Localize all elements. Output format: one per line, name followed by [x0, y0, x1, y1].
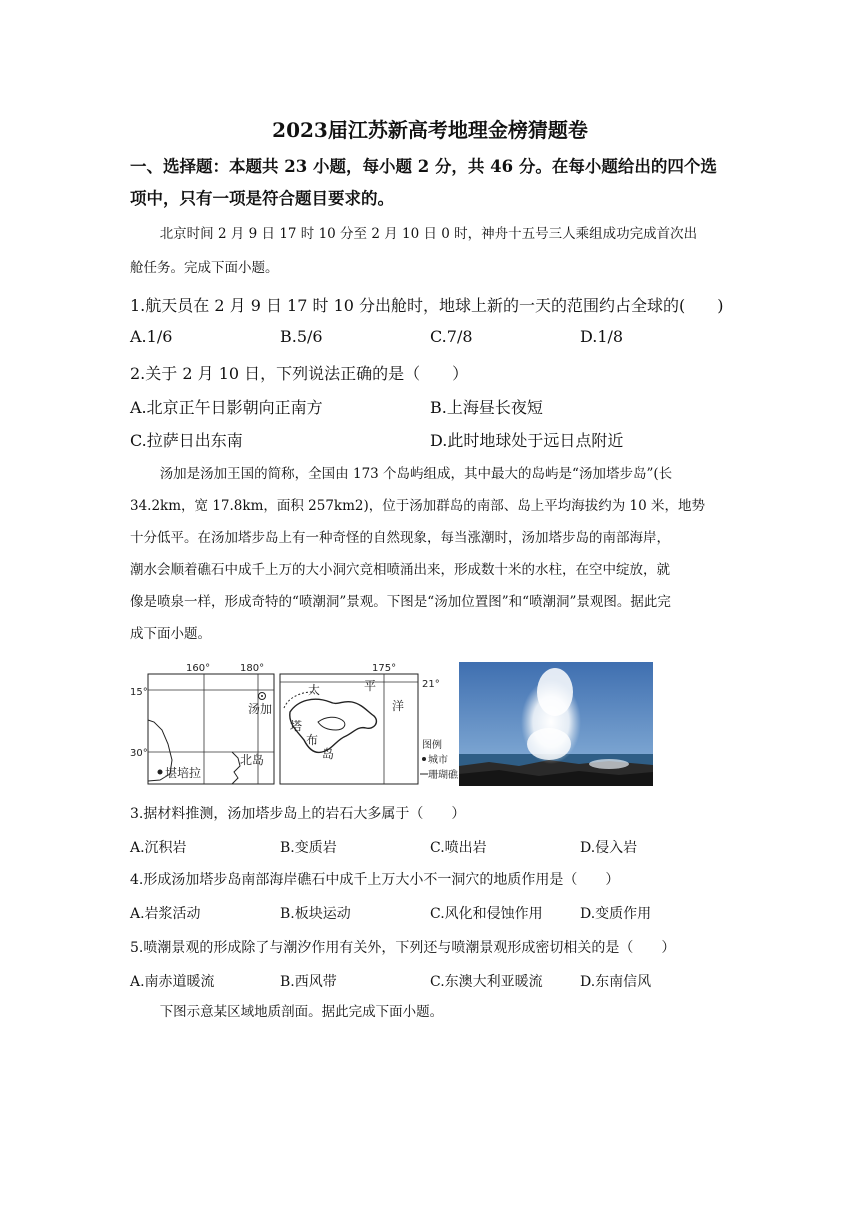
map1-lon-160: 160° — [186, 663, 211, 674]
question-2-stem: 2.关于 2 月 10 日，下列说法正确的是（ ） — [130, 364, 469, 383]
map2-ocean-char-2: 平 — [364, 679, 377, 693]
map2-island-char-2: 布 — [306, 733, 319, 747]
material2-line2: 34.2km，宽 17.8km，面积 257km2)，位于汤加群岛的南部、岛上平均海拔约为 10 米，地势 — [130, 498, 706, 514]
material1-line1: 北京时间 2 月 9 日 17 时 10 分至 2 月 10 日 0 时，神舟十五号三人乘组成功完成首次出 — [159, 226, 698, 242]
question-1-stem: 1.航天员在 2 月 9 日 17 时 10 分出舱时，地球上新的一天的范围约占全球的( ) — [130, 296, 724, 315]
question-5-option-b: B.西风带 — [280, 974, 337, 990]
canberra-city-dot — [158, 770, 163, 775]
question-4-option-b: B.板块运动 — [280, 906, 351, 922]
page-title: 2023届江苏新高考地理金榜猜题卷 — [272, 118, 588, 142]
blowhole-photo — [459, 662, 653, 786]
question-1-option-d: D.1/8 — [580, 327, 624, 346]
legend-reef-label: 珊瑚礁 — [428, 770, 458, 781]
question-1-option-a: A.1/6 — [130, 327, 173, 346]
question-5-option-a: A.南赤道暖流 — [130, 974, 215, 990]
question-1-option-c: C.7/8 — [430, 327, 473, 346]
material2-line6: 成下面小题。 — [130, 626, 211, 642]
question-2-option-c: C.拉萨日出东南 — [130, 431, 243, 450]
question-1-option-b: B.5/6 — [280, 327, 323, 346]
question-3-option-a: A.沉积岩 — [130, 840, 187, 856]
question-2-option-d: D.此时地球处于远日点附近 — [430, 431, 624, 450]
section-heading-line2: 项中，只有一项是符合题目要求的。 — [130, 189, 394, 208]
tongatapu-island-map — [278, 660, 458, 788]
legend-city-label: 城市 — [428, 755, 448, 766]
material2-line5: 像是喷泉一样，形成奇特的“喷潮洞”景观。下图是“汤加位置图”和“喷潮洞”景观图。据此完 — [130, 594, 671, 610]
material2-line3: 十分低平。在汤加塔步岛上有一种奇怪的自然现象，每当涨潮时，汤加塔步岛的南部海岸， — [130, 530, 670, 546]
legend-city-symbol — [422, 757, 426, 761]
map2-lon-175: 175° — [372, 663, 397, 674]
material3-line1: 下图示意某区域地质剖面。据此完成下面小题。 — [159, 1004, 444, 1020]
map2-island-char-3: 岛 — [322, 747, 335, 761]
material2-line1: 汤加是汤加王国的简称，全国由 173 个岛屿组成，其中最大的岛屿是“汤加塔步岛”(长 — [159, 466, 673, 482]
section-heading-line1: 一、选择题：本题共 23 小题，每小题 2 分，共 46 分。在每小题给出的四个选 — [130, 157, 717, 176]
question-3-stem: 3.据材料推测，汤加塔步岛上的岩石大多属于（ ） — [130, 806, 466, 822]
question-5-option-c: C.东澳大利亚暖流 — [430, 974, 543, 990]
map1-label-north-island: 北岛 — [240, 753, 265, 767]
question-4-option-a: A.岩浆活动 — [130, 906, 201, 922]
map1-lat-30: 30° — [130, 748, 148, 759]
question-5-option-d: D.东南信风 — [580, 974, 652, 990]
map1-label-canberra: 堪培拉 — [165, 766, 202, 780]
material2-line4: 潮水会顺着礁石中成千上万的大小洞穴竞相喷涌出来，形成数十米的水柱，在空中绽放，就 — [130, 562, 670, 578]
question-3-option-c: C.喷出岩 — [430, 840, 487, 856]
map2-lat-21: 21° — [422, 679, 440, 690]
map2-island-char-1: 塔 — [290, 719, 303, 733]
material1-line2: 舱任务。完成下面小题。 — [130, 260, 279, 276]
map2-ocean-char-3: 洋 — [392, 699, 405, 713]
question-3-option-b: B.变质岩 — [280, 840, 337, 856]
map2-ocean-char-1: 太 — [308, 683, 321, 697]
map1-lon-180: 180° — [240, 663, 265, 674]
question-4-option-c: C.风化和侵蚀作用 — [430, 906, 543, 922]
question-5-stem: 5.喷潮景观的形成除了与潮汐作用有关外，下列还与喷潮景观形成密切相关的是（ ） — [130, 940, 676, 956]
map1-lat-15: 15° — [130, 687, 148, 698]
map1-label-tonga: 汤加 — [248, 702, 273, 716]
question-3-option-d: D.侵入岩 — [580, 840, 638, 856]
tonga-location-map — [128, 660, 278, 788]
legend-title: 图例 — [422, 740, 442, 751]
question-2-option-a: A.北京正午日影朝向正南方 — [130, 398, 323, 417]
question-4-option-d: D.变质作用 — [580, 906, 652, 922]
question-2-option-b: B.上海昼长夜短 — [430, 398, 543, 417]
question-4-stem: 4.形成汤加塔步岛南部海岸礁石中成千上万大小不一洞穴的地质作用是（ ） — [130, 872, 620, 888]
